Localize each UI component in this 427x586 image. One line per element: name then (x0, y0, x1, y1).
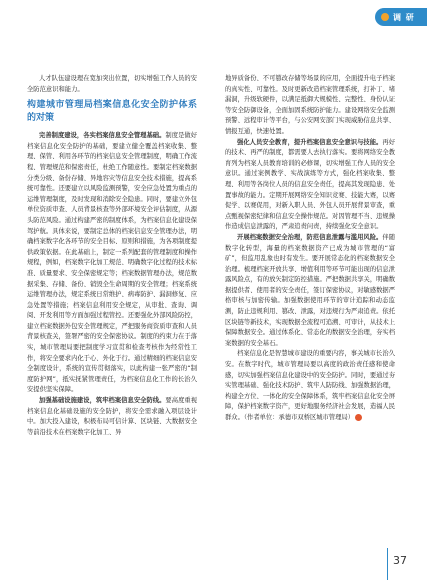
page-number: 37 (393, 554, 407, 567)
paragraph-body: 要高度重视档案信息化基础设施的安全防护，将安全需求融入项层设计中。加大投入建设，积极布局可信计算、区块链、大数据安全等前沿技术在档案数字化加工、异 (27, 397, 198, 436)
paragraph-body: 制度是做好档案信息化安全防护的基础，要建立健全覆盖档案收集、整理、保管、利用各环节的档案信息安全管理制度，明确工作流程、管理规范和保密责任，杜绝工作随意性。要制定档案数据分类分级、备份存储、异地容灾等信息安全技术措施，提高系统可靠性。还要建立以风险监测预警，安全应急处置为重点的运维管理制度，及时发现和消除安全隐患。同时，要建立外包单位资质审查、人员背景核查等外部环境安全评估制度，从源头防范风险。通过构建严密的制度体系，为档案信息化建设保驾护航。具体来说，要制定总体的档案信息安全管理办法，明确档案数字化各环节的安全目标、原则和措施，为各项制度提供政策依据。在此基础上，制定一系列配套的管理制度和操作规程，例如，档案数字化加工规范、明确数字化过程的技术标准、质量要求、安全保密规定等；档案数据管理办法，规范数据采集、存储、备份、销毁全生命周期的安全管理；档案系统运维管理办法，规定系统日常维护、病毒防护、漏洞修复、应急处置等措施；档案信息利用安全规定，从审批、查询、调阅、开发利用等方面加强过程管控。还要强化外部风险防控，建立档案数据外包安全管理规定，严把服务商资质审查和人员背景核查关，签署严密的安全保密协议。制度的约束力在于落实，城市管理局要把制度学习宣贯和检查考核作为经常性工作，将安全要求内化于心、外化于行。通过精细的档案信息安全制度设计，系统的宣传贯彻落实，以此构建一张严密的“制度防护网”，抵实抚紧管理责任，为档案信息化工作的长治久安提供坚实保障。 (27, 132, 198, 394)
paragraph-lead: 开展档案数据安全治理，防范信息泄露与滥用风险。 (237, 233, 383, 241)
intro-paragraph: 人才队伍建设理在宽加突出位置，切实增强工作人员的安全防范意识和能力。 (27, 75, 197, 93)
end-mark-icon (355, 414, 362, 421)
section-title: 构建城市管理局档案信息化安全防护体系的对策 (27, 100, 197, 124)
paragraph-institution (27, 131, 197, 396)
tag-dot-icon (381, 13, 389, 21)
section-tag (375, 8, 427, 26)
paragraph-conclusion (225, 349, 395, 423)
paragraph-governance (225, 233, 395, 350)
section-label: 调 研 (393, 12, 415, 22)
paragraph-continued: 地异质备份、不可篡改存储等场景的应用，全面提升电子档案的真实性、可靠性。及时更新改造档案管理系统，打补丁、堵漏洞，升级软硬件，以满足抵御大规模性、完整性、身份认证等安全防御设备，全面加固系统防护能力。建设网络安全监测预警、远程审计等平台，与公安网安部门实现威胁信息共享、情报互通，快速处置。 (225, 75, 396, 135)
paragraph-lead: 强化人员安全教育，提升档案信息安全意识与技能。 (237, 138, 383, 146)
right-column (225, 74, 395, 424)
left-column (27, 74, 197, 438)
paragraph-education (225, 138, 395, 233)
paragraph-body: 伴随数字化转型，海量的档案数据资产已成为城市管理的“富矿”，但监用乱象也时有发生。要开展常态化的档案数据安全治理。梳理档案开放共享、增值利用等环节可能出现的信息泄露风险点，有的放矢制定防控措施。严把数据共享关，明确数据提供者、使用者的安全责任，签订保密协议，对敏感数据严格审核与加密传输。加强数据使用环节的审计追踪和动态监测，防止违规利用、篡改、泄露，对违规行为严肃追责。依托区块链等新技术，实现数据全流程可追溯、可审计，从技术上保障数据安全。通过体系化、常态化的数据安全治理，夯实档案数据的安全基石。 (225, 233, 396, 347)
paragraph-body: 再好的技术、再严的制度，都需要人去执行落实。要将网络安全教育列为档案人员教育培训的必修课，切实增强工作人员的安全意识。通过案例教学、实战演练等方式，强化档案收集、整理、利用等各岗位人员的信息安全责任，提高其发现隐患、处置事故的能力。定期开展网络安全知识竞赛、技能大赛，以赛促学、以赛促用，对新入职人员、外包人员开展背景审查，重点甄视保密纪律和信息安全操作规范。对因管理不当、违规操作造成信息泄露的，严肃追责问责，持续强化安全意识。 (225, 138, 396, 231)
paragraph-lead: 加强基础设施建设，筑牢档案信息安全防线。 (39, 397, 166, 405)
paragraph-lead: 完善制度建设，各实档案信息安全管理基础。 (39, 132, 166, 140)
paragraph-body: 档案信息化是智慧城市建设的重要内容，事关城市长治久安。在数字时代，城市管理局要以高度的政治责任感和使命感，切实加强档案信息化建设中的安全防护。同时，要通过夯实管理基础、强化技术防护、筑牢人防防线、加强数据治理，构建全方位、一体化的安全保障体系，筑牢档案信息化安全屏障，保护档案数字资产，更好地服务经济社会发展，造福人民群众。（作者单位：承德市双桥区城市管理局） (225, 350, 396, 421)
paragraph-infrastructure (27, 396, 197, 438)
page-divider (387, 548, 388, 580)
